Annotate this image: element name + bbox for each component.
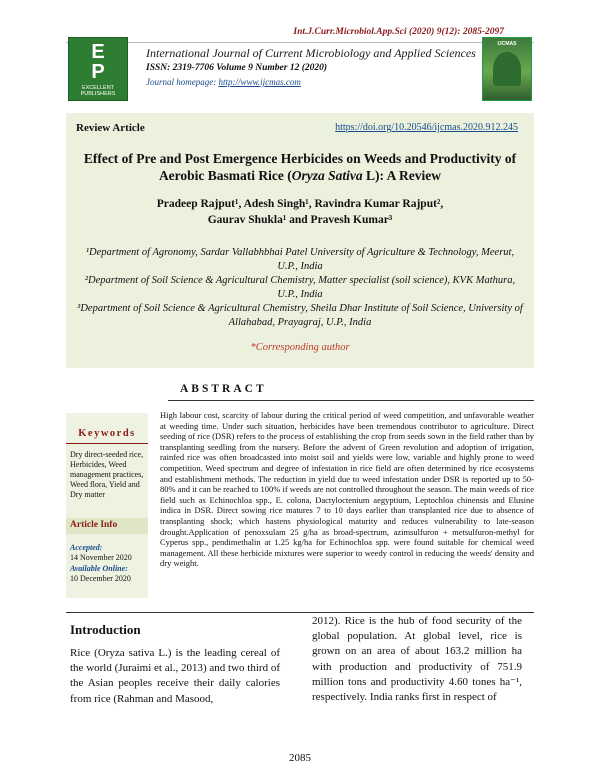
journal-cover-image <box>482 37 532 101</box>
paper-title <box>76 150 524 184</box>
introduction-divider <box>66 612 534 613</box>
page-number: 2085 <box>289 752 311 764</box>
introduction-right-column: 2012). Rice is the hub of food security of the global population. At global level, rice is grown on an area of about 163.2 million ha with production and productivity of 751.9 million tons and productivity 4.60 tones ha⁻¹, respectively. India ranks first in respect of <box>312 615 522 704</box>
authors-line-2: Gaurav Shukla¹ and Pravesh Kumar³ <box>207 214 393 226</box>
accepted-date: 14 November 2020 <box>70 553 132 563</box>
cover-title: IJCMAS <box>497 41 517 47</box>
logo-caption: EXCELLENT PUBLISHERS <box>80 85 116 97</box>
abstract-heading: ABSTRACT <box>180 383 267 395</box>
affiliation-1: ¹Department of Agronomy, Sardar Vallabhbhai Patel University of Agriculture & Technology, Meerut, U.P., India <box>85 247 515 272</box>
author-list <box>76 196 524 228</box>
accepted-label: Accepted: <box>70 543 103 552</box>
article-type: Review Article <box>76 122 145 134</box>
article-info-heading: Article Info <box>70 520 118 530</box>
abstract-divider <box>168 400 534 401</box>
title-text-2: L): A Review <box>362 168 442 183</box>
affiliation-3: ³Department of Soil Science & Agricultural Chemistry, Sheila Dhar Institute of Soil Science, University of Allahabad, Prayagraj, U.P., India <box>77 303 523 328</box>
header-divider <box>66 42 534 43</box>
authors-line-1: Pradeep Rajput¹, Adesh Singh¹, Ravindra Kumar Rajput², <box>156 198 444 210</box>
available-date: 10 December 2020 <box>70 573 131 583</box>
homepage-link[interactable]: http://www.ijcmas.com <box>218 77 301 87</box>
doi-link[interactable]: https://doi.org/10.20546/ijcmas.2020.912.245 <box>335 122 518 133</box>
publisher-logo <box>68 37 128 101</box>
keywords-divider <box>66 443 148 444</box>
title-italic: Oryza Sativa <box>291 168 363 183</box>
keywords-heading: Keywords <box>78 428 136 439</box>
title-text-1: Effect of Pre and Post Emergence Herbicides on Weeds and Productivity of Aerobic Basmati Rice ( <box>83 151 517 183</box>
affiliation-2: ²Department of Soil Science & Agricultural Chemistry, Matter specialist (soil science), KVK Mathura, U.P., India <box>84 275 516 300</box>
journal-homepage <box>146 77 301 87</box>
journal-issn: ISSN: 2319-7706 Volume 9 Number 12 (2020) <box>146 63 328 73</box>
journal-reference: Int.J.Curr.Microbiol.App.Sci (2020) 9(12): 2085-2097 <box>293 27 504 37</box>
corresponding-author: *Corresponding author <box>250 342 350 353</box>
logo-letter-p: P <box>91 61 105 83</box>
introduction-heading: Introduction <box>70 622 141 637</box>
article-info-dates <box>70 543 146 584</box>
keywords-list: Dry direct-seeded rice, Herbicides, Weed management practices, Weed flora, Yield and Dry matter <box>70 450 144 499</box>
available-label: Available Online: <box>70 563 128 573</box>
introduction-left-column: Rice (Oryza sativa L.) is the leading cereal of the world (Juraimi et al., 2013) and two third of the Asian peoples receive their daily calories from rice (Rahman and Masood, <box>70 647 280 705</box>
abstract-text: High labour cost, scarcity of labour during the critical period of weed competition, and unfavorable weather at weeding time. Under such situation, herbicides have been tremendous contributor to agriculture. Direct seeding of rice (DSR) refers to the process of establishing the crop from seeds sown in the field rather than by transplanting seedling from the nursery. Before the advent of Green revolution and adoption of irrigation, rainfed rice was often broadcasted into moist soil and yields were low, variable and highly prone to weed competition. Weed spectrum and degree of infestation in rice field are often determined by rice ecosystems and establishment methods. The reduction in yield due to weed infestation under DSR is reported up to 50-80% and it can be reached to 100% if weeds are not controlled throughout the season. The main weeds of rice field such as Echinochloa spp., E. colona, Dactyloctenium aegyptium, Leptochloa chinensis and Elusine indica in DSR. Direct sowing rice matures 7 to 10 days earlier than transplanted rice due to absence of transplanting shock; which hastens physiological maturity and reduces vulnerability to late-season drought.Application of penoxsulam 25 g/ha as broad-spectrum, azimsulfuron + metsulfuron-methyl for Cyperus spp., pendimethalin at 1.25 kg/ha for Echinochloa spp. were found suitable for chemical weed management. All these herbicide mixtures were superior to weedy control in reducing the weeds' density and dry weight. <box>160 410 534 569</box>
journal-title: International Journal of Current Microbiology and Applied Sciences <box>146 46 476 60</box>
homepage-label: Journal homepage: <box>146 77 219 87</box>
logo-letter-e: E <box>91 41 105 63</box>
cover-plant-graphic <box>493 52 521 86</box>
